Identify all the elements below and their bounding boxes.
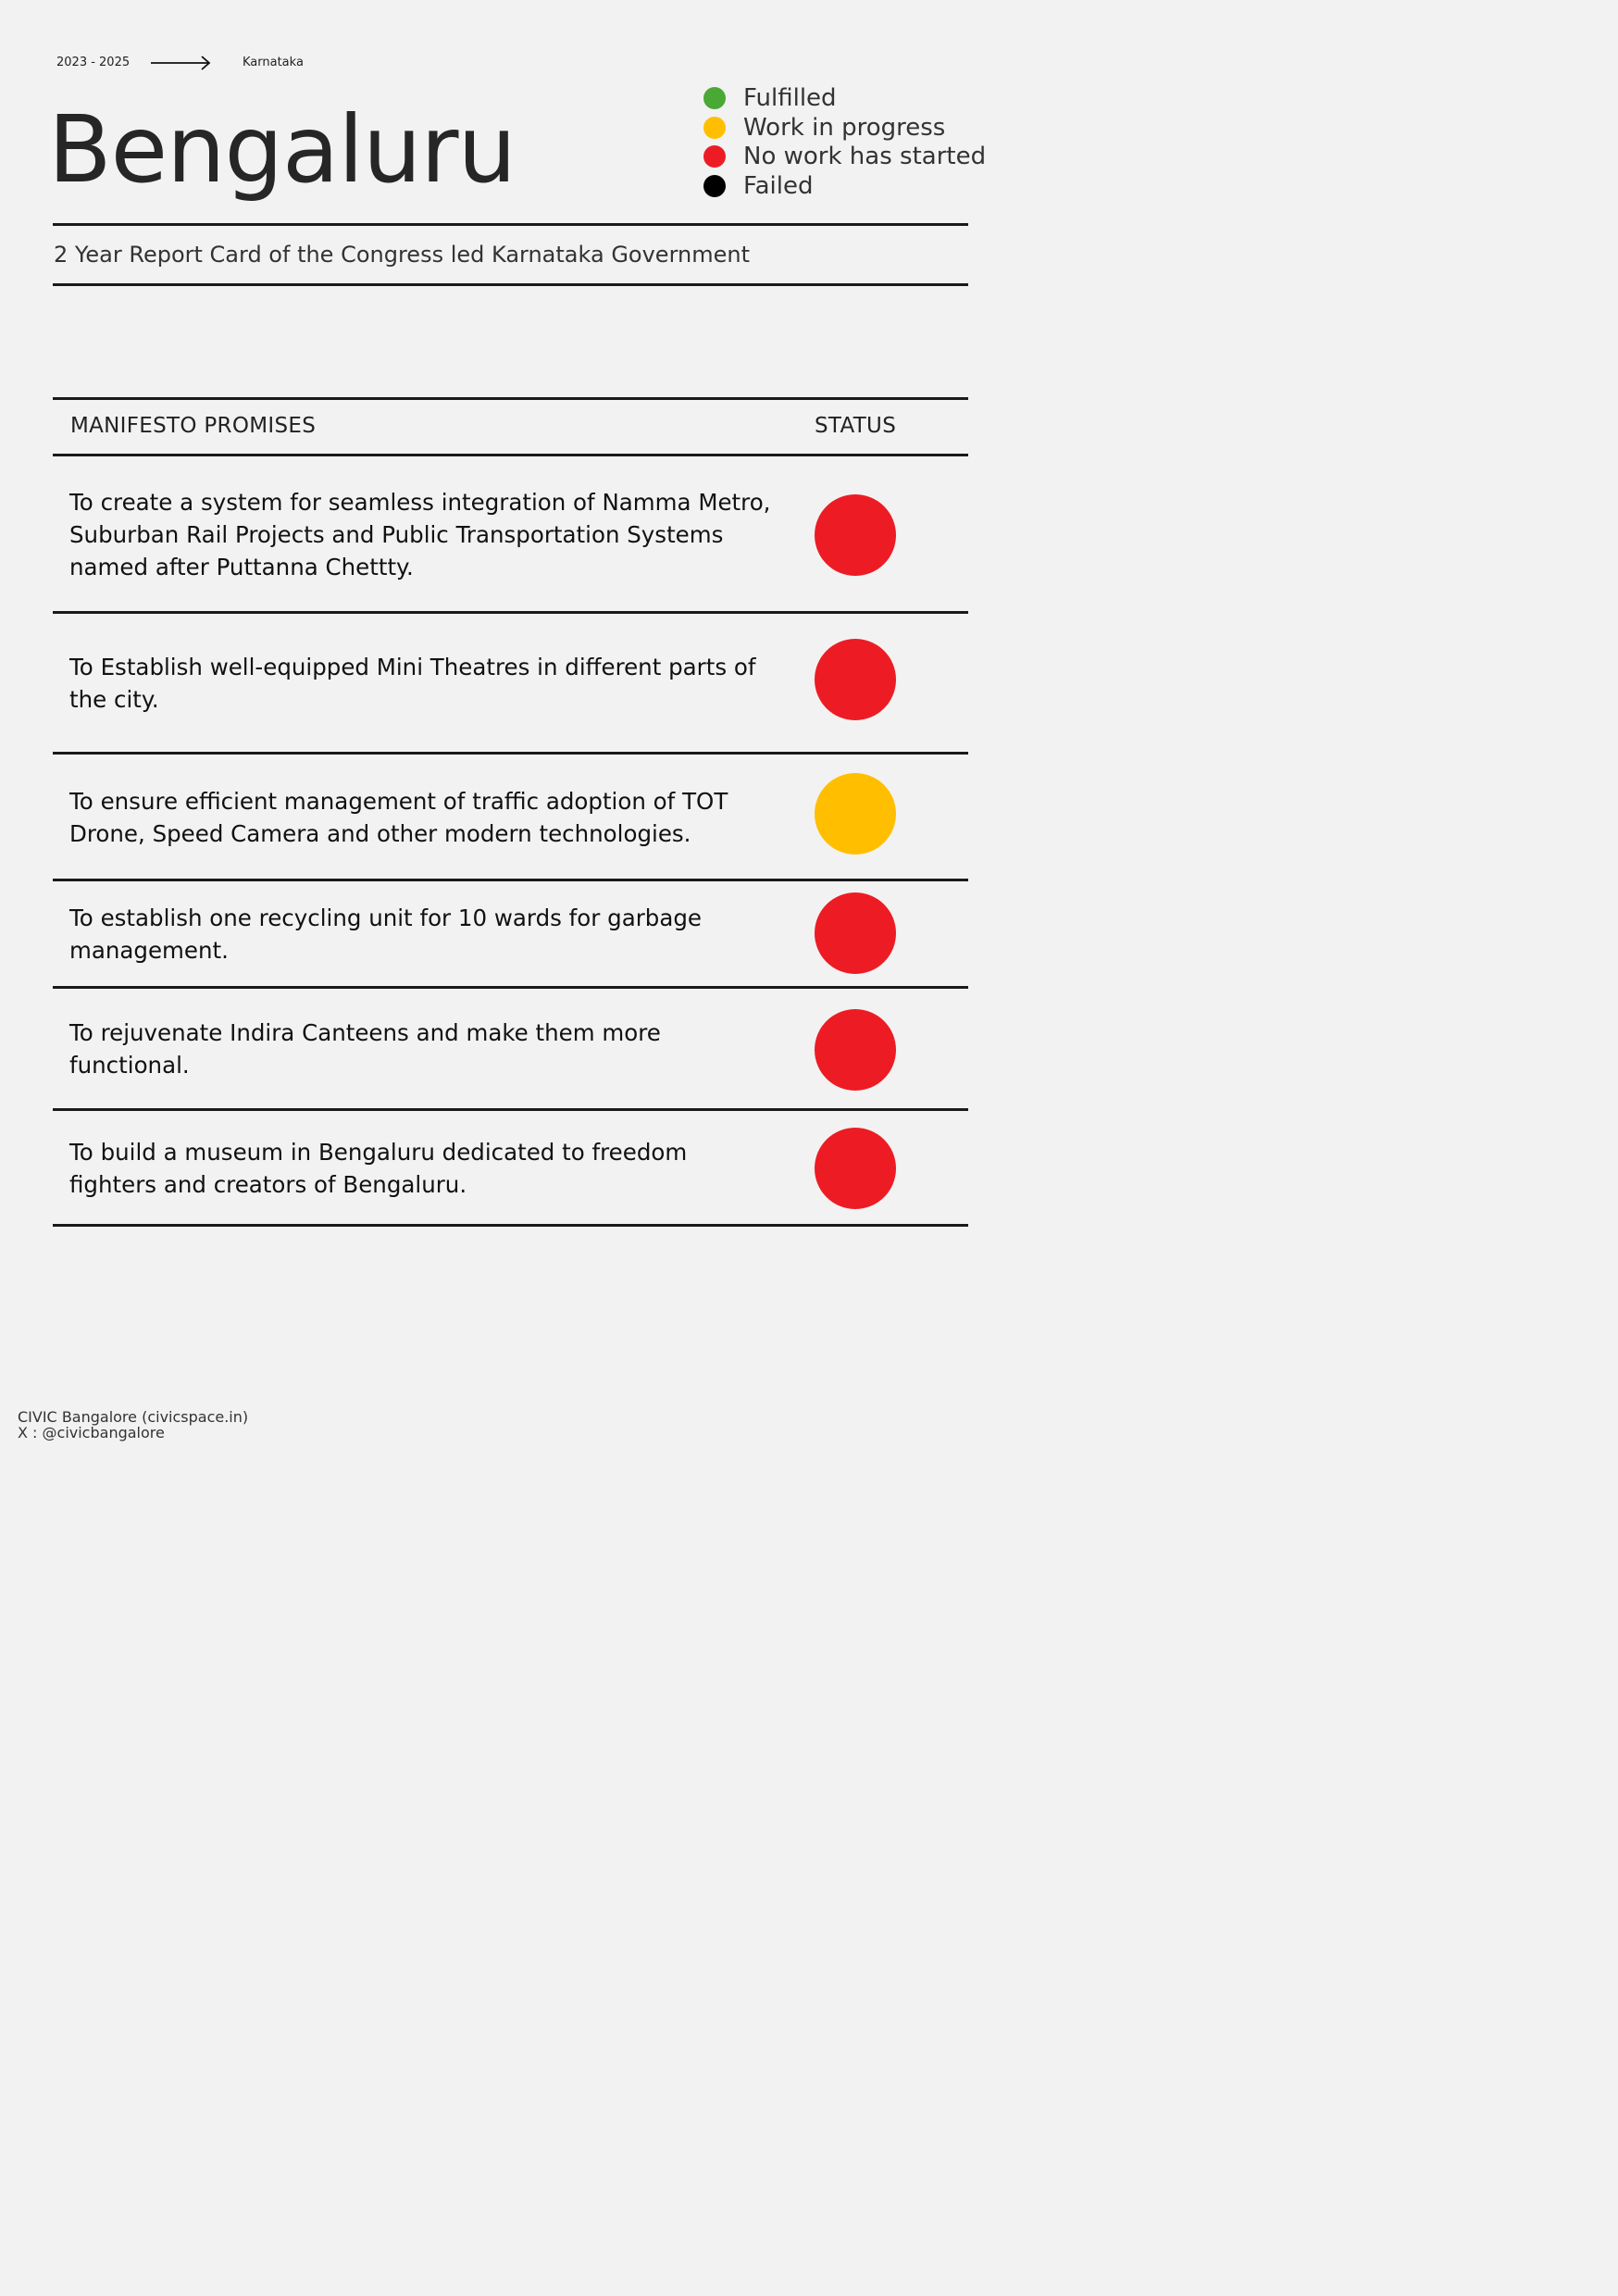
divider (53, 223, 968, 226)
legend-item-fulfilled (703, 83, 986, 113)
state-label: Karnataka (243, 56, 304, 69)
footer-org: CIVIC Bangalore (civicspace.in) (18, 1408, 249, 1426)
legend-label: Fulfilled (743, 83, 837, 112)
table-top-rule (53, 397, 968, 400)
footer-handle: X : @civicbangalore (18, 1424, 165, 1441)
arrow-right-icon (151, 55, 212, 71)
divider (53, 283, 968, 286)
row-divider (53, 1108, 968, 1111)
subtitle: 2 Year Report Card of the Congress led Karnataka Government (54, 242, 750, 268)
row-divider (53, 879, 968, 881)
column-header-status: STATUS (815, 414, 897, 438)
legend-label: Failed (743, 171, 814, 200)
table-header-rule (53, 454, 968, 456)
status-dot (815, 639, 896, 720)
promise-text: To rejuvenate Indira Canteens and make them more functional. (69, 1019, 661, 1079)
column-header-promises: MANIFESTO PROMISES (70, 414, 317, 438)
green-dot-icon (703, 87, 726, 109)
years-label: 2023 - 2025 (56, 56, 131, 69)
row-divider (53, 986, 968, 989)
status-dot (815, 892, 896, 974)
promise-text: To ensure efficient management of traffic adoption of TOT Drone, Speed Camera and other modern technologies. (69, 788, 728, 847)
red-dot-icon (703, 145, 726, 168)
yellow-dot-icon (703, 117, 726, 139)
status-legend (703, 83, 986, 201)
status-dot (815, 1009, 896, 1091)
status-dot (815, 494, 896, 576)
legend-item-in-progress (703, 113, 986, 143)
promise-text: To Establish well-equipped Mini Theatres in different parts of the city. (69, 654, 756, 713)
table-bottom-rule (53, 1224, 968, 1227)
black-dot-icon (703, 175, 726, 197)
legend-item-failed (703, 171, 986, 201)
promise-text: To create a system for seamless integration of Namma Metro, Suburban Rail Projects and Public Transportation Systems named after Puttanna Chettty. (69, 489, 771, 580)
page-title: Bengaluru (48, 95, 516, 204)
legend-item-not-started (703, 142, 986, 171)
promise-text: To build a museum in Bengaluru dedicated to freedom fighters and creators of Bengaluru. (69, 1139, 688, 1198)
status-dot (815, 1128, 896, 1209)
row-divider (53, 752, 968, 755)
row-divider (53, 611, 968, 614)
legend-label: Work in progress (743, 113, 946, 142)
promise-text: To establish one recycling unit for 10 wards for garbage management. (69, 905, 702, 964)
legend-label: No work has started (743, 143, 987, 171)
status-dot (815, 773, 896, 855)
